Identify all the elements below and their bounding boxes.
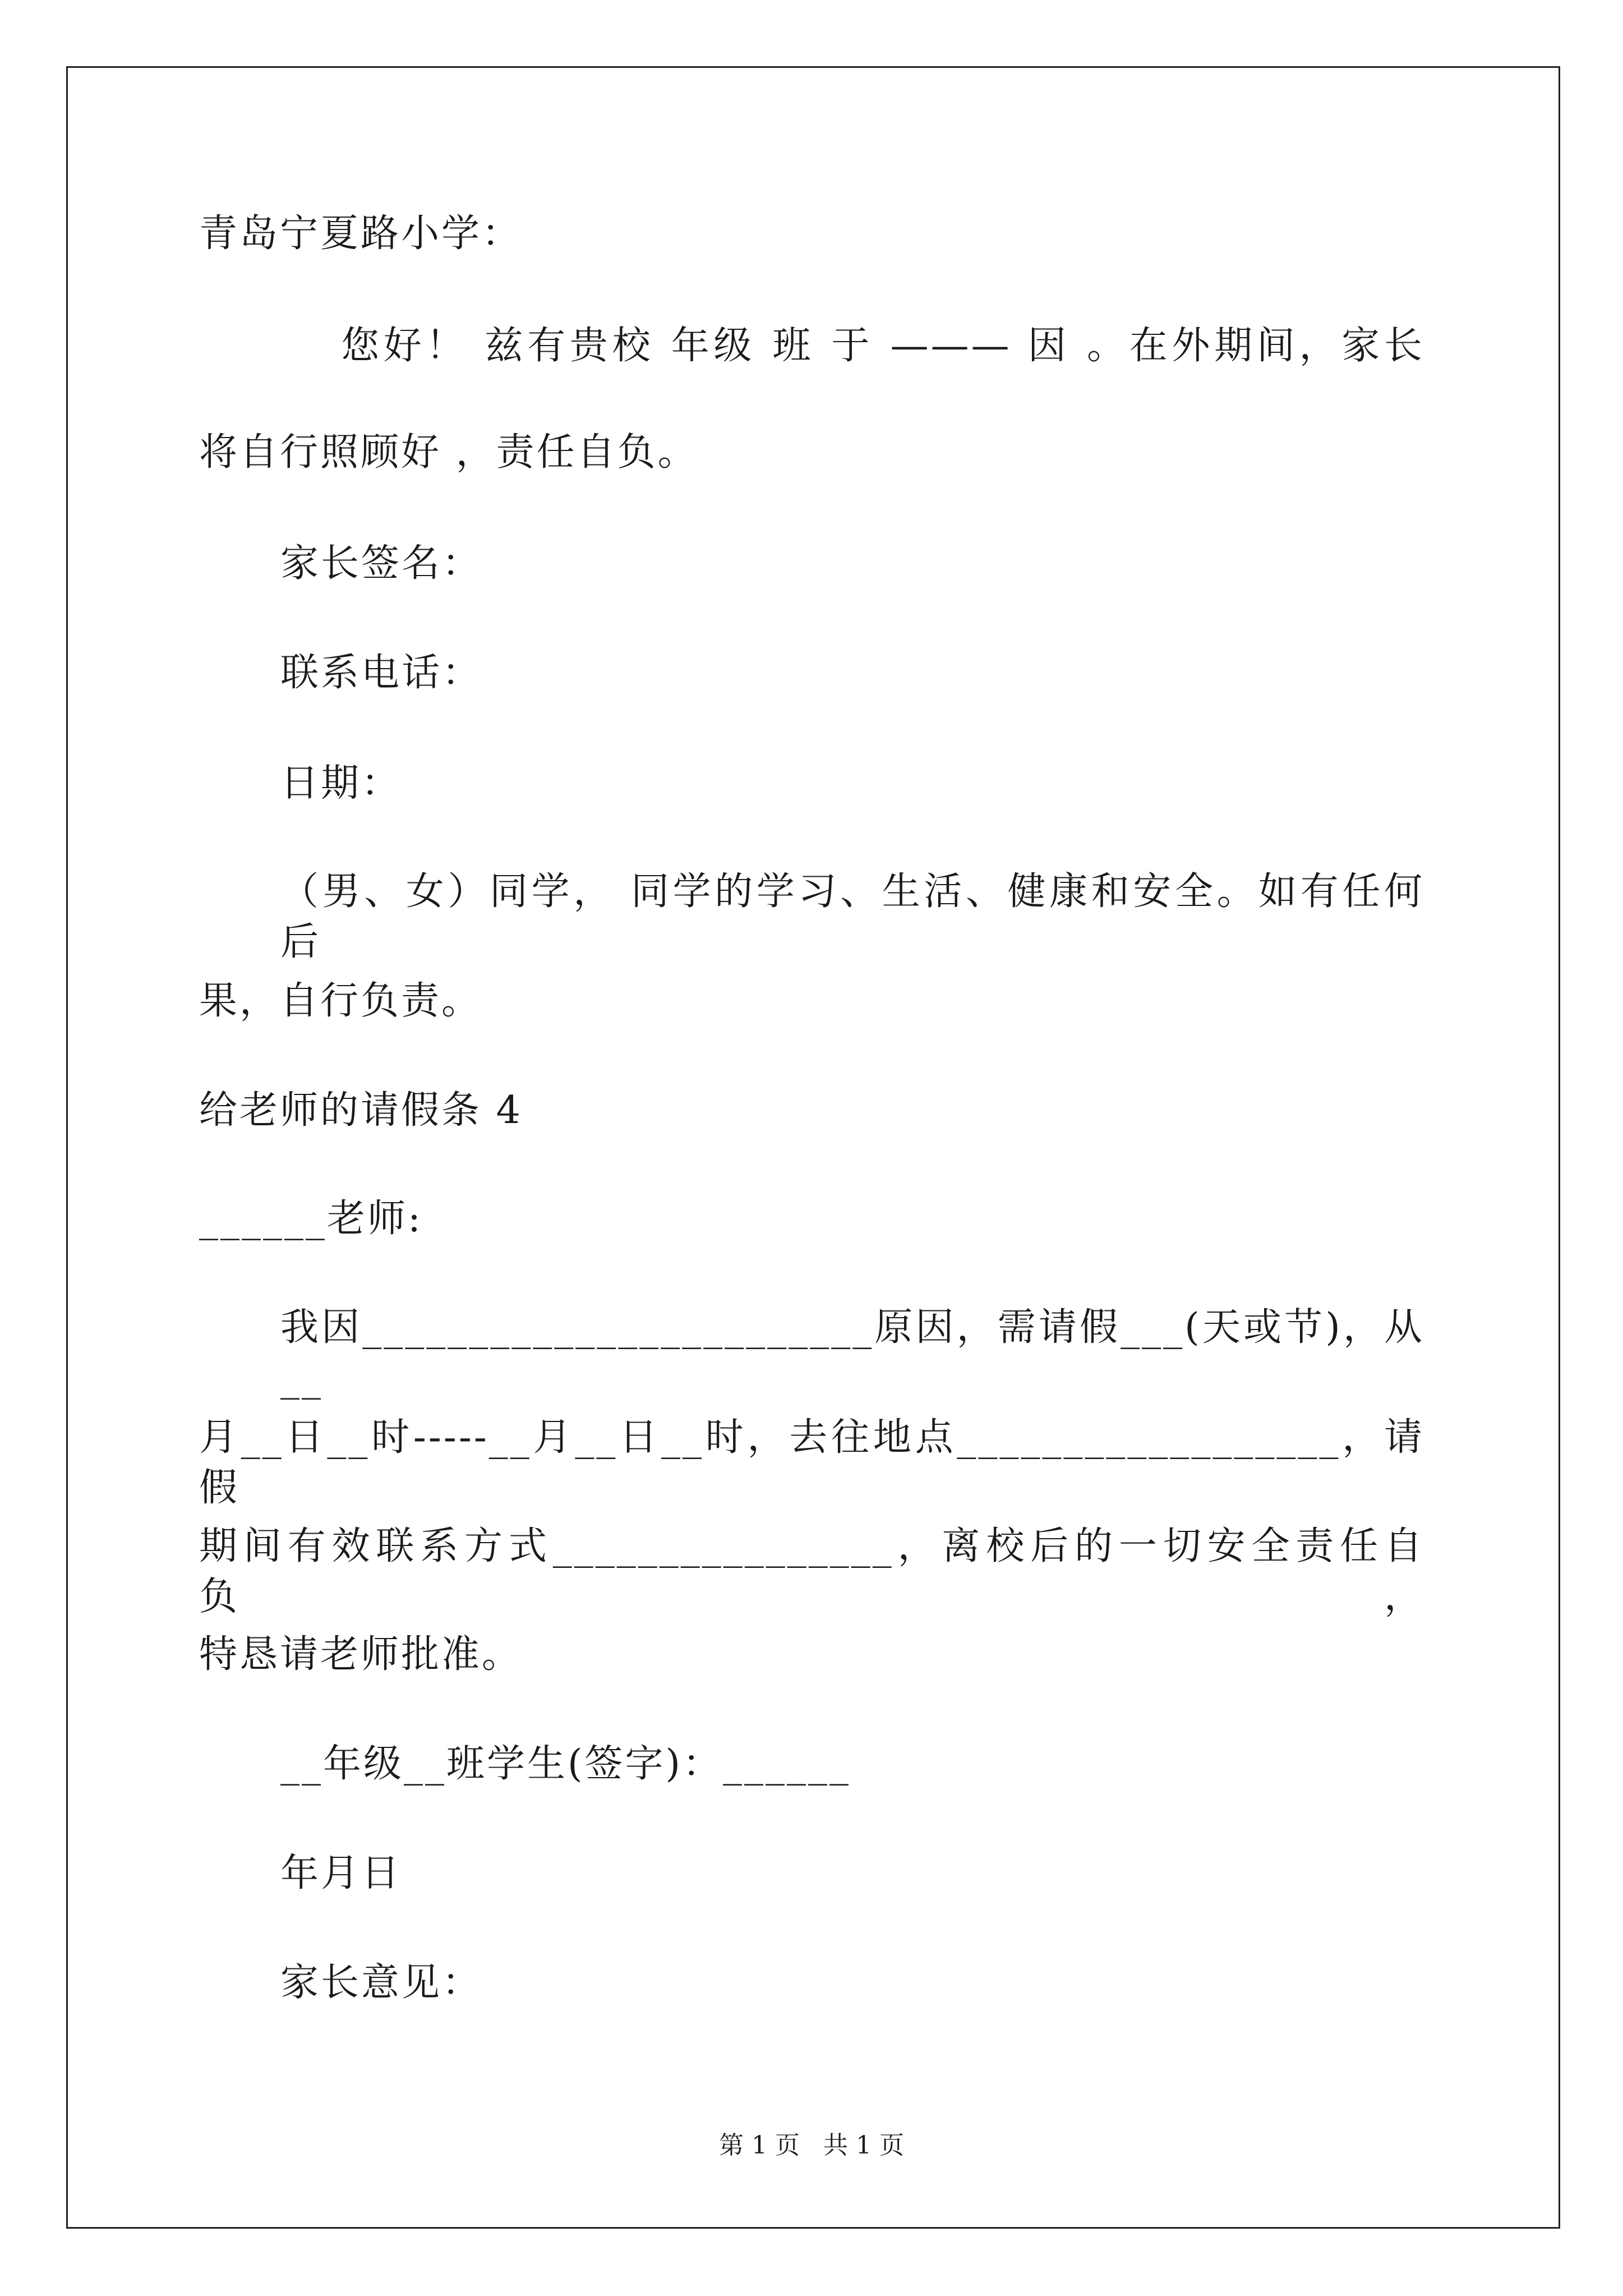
addressee: 青岛宁夏路小学： <box>199 211 523 256</box>
date-line: 年月日 <box>280 1851 402 1895</box>
contact-phone-label: 联系电话： <box>280 651 483 695</box>
parent-opinion-label: 家长意见： <box>280 1961 483 2005</box>
student-signature-line: __年级__班学生(签字)：______ <box>280 1742 851 1786</box>
leave-line-3: 期间有效联系方式________________，离校后的一切安全责任自负， <box>199 1524 1424 1619</box>
page-footer: 第 1 页 共 1 页 <box>719 2131 904 2160</box>
teacher-addressee: ______老师: <box>199 1197 423 1241</box>
leave-line-1: 我因________________________原因，需请假___(天或节)，从__ <box>280 1305 1424 1400</box>
date-label: 日期： <box>280 761 402 806</box>
page-frame <box>66 66 1560 2229</box>
student-line-2: 果，自行负责。 <box>199 979 482 1023</box>
greeting-line-2: 将自行照顾好 ，责任自负。 <box>199 430 698 475</box>
leave-line-2: 月__日__时-----__月__日__时，去往地点__________________，请假 <box>199 1415 1424 1510</box>
section-title: 给老师的请假条 4 <box>199 1088 523 1133</box>
greeting-line-1: 您好！ 兹有贵校 年级 班 于 ——— 因 。在外期间，家长 <box>341 324 1424 368</box>
student-line-1: （男、女）同学， 同学的学习、生活、健康和安全。如有任何后 <box>280 869 1424 964</box>
leave-line-4: 特恳请老师批准。 <box>199 1632 523 1677</box>
parent-signature-label: 家长签名： <box>280 541 483 586</box>
